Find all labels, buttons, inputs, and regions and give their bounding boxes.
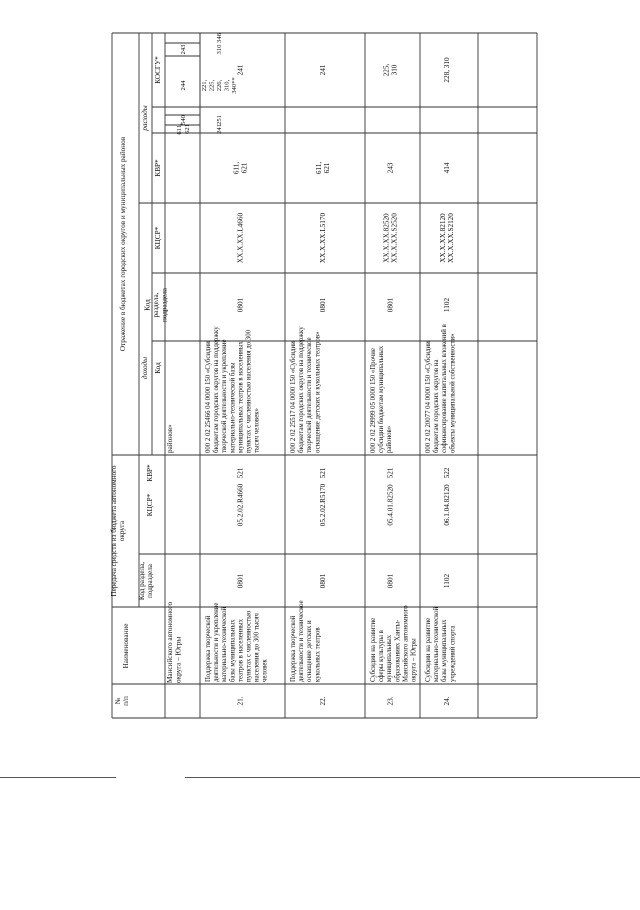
row-kcsr: 06.1.04.82120 (443, 484, 451, 526)
top-row-kvr: 611,621 (176, 123, 191, 135)
row-kvr: 522 (443, 467, 451, 479)
top-row-kvr: 243 (180, 44, 187, 55)
row-num: 24. (443, 696, 451, 706)
top-row-kosgu: 251 (216, 115, 223, 125)
row-kosgu: 225,310 (382, 63, 399, 77)
row-kosgu: 228, 310 (443, 57, 451, 83)
row-kvr-2: 611,621 (314, 161, 332, 175)
separator-line (0, 777, 116, 778)
row-kcsr-2: XX.X.XX.L4660 (236, 212, 245, 264)
top-row-kvr: 244 (180, 80, 187, 91)
header-code-section: Код раздела,подраздела (137, 561, 155, 601)
top-row-kosgu: 221,225,226,310,340** (200, 77, 239, 94)
header-kvr: КВР* (146, 464, 154, 482)
row-code-section-2: 0801 (386, 297, 395, 313)
row-kcsr-2: XX.X.XX.82120XX.X.XX.S2120 (438, 213, 456, 263)
header-transfer-group: Передача средств из бюджета автономногоокруга (109, 465, 127, 597)
header-num: №п/п (113, 696, 131, 706)
header-code-section-2: Кодраздела,подраздела (143, 287, 169, 323)
row-kvr: 521 (386, 467, 395, 479)
header-incomes: доходы (141, 356, 149, 380)
row-kosgu: 241 (236, 64, 245, 76)
row-code: 000 2 02 29999 05 0000 150 «Прочиесубсидии бюджетам муниципальныхрайонов» (370, 345, 394, 453)
row-code: 000 2 02 25517 04 0000 150 «Субсидиибюджетам городских округов на поддержкутворческой деятельности и техническоеоснащение детских и кукольных театров» (290, 326, 322, 453)
header-kosgu: КОСГУ* (154, 56, 162, 84)
row-kosgu: 241 (319, 64, 327, 76)
row-kcsr-2: XX.X.XX.L5170 (319, 212, 327, 264)
row-kcsr: 05.2.02.R5170 (319, 483, 327, 527)
row-code-section: 0801 (386, 573, 395, 589)
header-name: Наименование (122, 623, 130, 669)
row-name: Поддержка творческойдеятельности и техническоеоснащение детских икукольных театров (290, 600, 322, 682)
row-code-section-2: 0801 (319, 297, 327, 313)
row-kvr: 521 (319, 467, 327, 479)
row-code: 000 2 02 20077 04 0000 150 «Субсидиибюджетам городских округов насофинансирование капитальных вложений вобъекты муниципальной собственности» (425, 324, 457, 453)
row-code-section: 0801 (319, 573, 327, 589)
row-num: 21. (236, 696, 245, 706)
row-code-section: 1102 (443, 573, 451, 589)
row-num: 23. (386, 696, 395, 706)
top-row-kosgu: 310 (216, 44, 223, 55)
header-reflection-group: Отражение в бюджетах городских округов и муниципальных районов (119, 136, 127, 352)
row-kcsr: 05.2.02.R4660 (236, 483, 245, 527)
row-code: 000 2 02 25466 04 0000 150 «Субсидиибюджетам городских округов на поддержкутворческой деятельности и укреплениематериально-технической базымуниципальных театров в населенныхпунктах с численностью населения до 300тысяч человек» (205, 326, 261, 453)
header-kcsr: КЦСР* (146, 493, 154, 517)
row-num: 22. (319, 696, 327, 706)
top-row-kvr: 540 (180, 115, 187, 125)
row-kvr-2: 243 (386, 162, 395, 174)
row-code-section-2: 1102 (443, 297, 451, 313)
row-name: Поддержка творческойдеятельности и укреплениематериально-техническойбазы муниципальныхтеатров в населенныхпунктах с численностьюнаселения до 300 тысяччеловек (205, 602, 269, 682)
row-name: Субсидии на развитиесферы культуры вмуниципальныхобразованиях Ханты-Мансийского автономногоокруга – Югры (370, 605, 418, 682)
header-kvr-2: КВР* (154, 159, 162, 177)
row-code-section-2: 0801 (236, 297, 245, 313)
header-code: Код (154, 362, 162, 374)
top-row-code: районов» (166, 424, 174, 453)
header-kcsr-2: КЦСР* (154, 226, 162, 250)
row-code-section: 0801 (236, 573, 245, 589)
separator-line (185, 777, 640, 778)
rotated-table (0, 32, 537, 718)
row-kvr-2: 414 (443, 162, 451, 174)
top-row-name: Мансийского автономногоокруга – Югры (166, 601, 183, 683)
row-name: Субсидии на развитиематериально-техническойбазы муниципальныхучреждений спорта (425, 606, 457, 682)
row-kcsr: 05.4.01.82520 (386, 484, 395, 526)
top-row-kosgu: 241 (216, 124, 223, 134)
header-expenses: расходы (141, 105, 149, 131)
top-row-kosgu: 346 (216, 33, 223, 43)
row-kvr-2: 611,621 (232, 161, 249, 175)
row-kvr: 521 (236, 467, 245, 479)
row-kcsr-2: XX.X.XX.82520XX.X.XX.S2520 (382, 213, 399, 263)
